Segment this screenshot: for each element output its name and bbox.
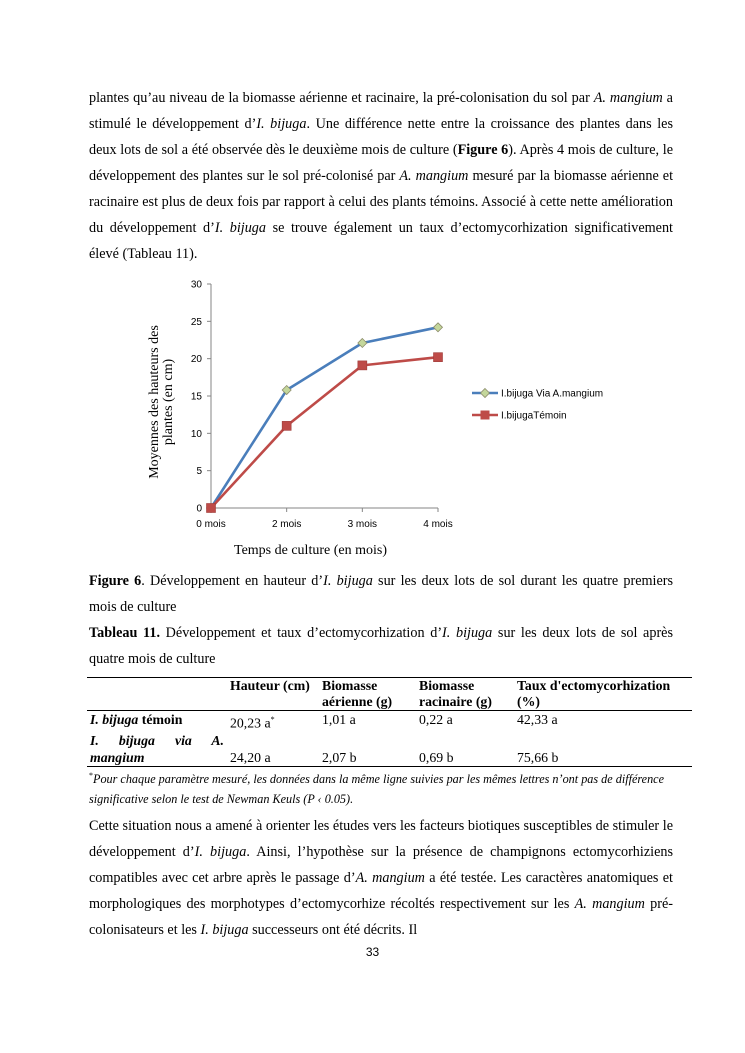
table-caption-label: Tableau 11. <box>89 625 160 641</box>
intro-paragraph <box>89 85 673 267</box>
closing-paragraph-text: Cette situation nous a amené à orienter les études vers les facteurs biotiques susceptibles de stimuler le développement d’I. bijuga. Ainsi, l’hypothèse sur la présence de champignons ectomycorhiziens compatibles avec cet arbre après le passage d’A. mangium a été testée. Les caractères anatomiques et morphologiques des morphotypes d’ectomycorhize récoltés respectivement sur les A. mangium pré-colonisateurs et les I. bijuga successeurs ont été décrits. Il <box>89 818 673 938</box>
data-point-diamond <box>434 323 443 332</box>
figure-caption <box>89 568 673 620</box>
series-line <box>211 357 438 508</box>
table-row <box>87 711 692 732</box>
cell-biomasse-aerienne: 2,07 b <box>322 749 357 765</box>
y-axis-title-line: plantes (en cm) <box>161 358 176 446</box>
intro-paragraph-text: plantes qu’au niveau de la biomasse aérienne et racinaire, la pré-colonisation du sol par A. mangium a stimulé le développement d’I. bijuga. Une différence nette entre la croissance des plantes dans les deux lots de sol a été observée dès le deuxième mois de culture (Figure 6). Après 4 mois de culture, le développement des plantes sur le sol pré-colonisé par A. mangium mesuré par la biomasse aérienne et racinaire est plus de deux fois par rapport à celui des plants témoins. Associé à cette nette amélioration du développement d’I. bijuga se trouve également un taux d’ectomycorhization significativement élevé (Tableau 11). <box>89 90 674 262</box>
data-point-square <box>282 421 291 430</box>
cell-biomasse-racinaire: 0,22 a <box>419 712 453 727</box>
line-chart <box>120 270 640 570</box>
x-tick-label: 2 mois <box>271 519 302 530</box>
legend-marker-diamond <box>481 389 490 398</box>
closing-paragraph <box>89 813 673 943</box>
legend-label: I.bijuga Via A.mangium <box>501 388 604 400</box>
figure-6-chart <box>120 270 640 570</box>
y-tick-label: 30 <box>190 279 202 291</box>
figure-caption-text: . Développement en hauteur d’I. bijuga sur les deux lots de sol durant les quatre premiers mois de culture <box>89 573 674 615</box>
data-point-square <box>207 504 216 513</box>
legend-label: I.bijugaTémoin <box>501 410 567 422</box>
header-empty <box>87 678 227 711</box>
header-taux-ectomycorhization: Taux d'ectomycorhization (%) <box>517 678 671 709</box>
y-tick-label: 25 <box>190 316 202 328</box>
header-biomasse-racinaire: Biomasse racinaire (g) <box>419 678 492 709</box>
table-caption-text: Développement et taux d’ectomycorhization d’I. bijuga sur les deux lots de sol après quatre mois de culture <box>89 625 673 667</box>
results-table <box>87 677 692 767</box>
y-tick-label: 0 <box>196 503 202 515</box>
header-biomasse-aerienne: Biomasse aérienne (g) <box>322 678 393 709</box>
page-number: 33 <box>365 945 380 959</box>
cell-hauteur: 24,20 a <box>230 749 271 765</box>
x-tick-label: 0 mois <box>196 519 226 530</box>
row-label: I. bijuga via A. mangium <box>90 732 224 765</box>
data-point-square <box>434 353 443 362</box>
y-axis-title-line: Moyennes des hauteurs des <box>147 325 162 479</box>
cell-taux: 75,66 b <box>517 749 559 765</box>
table-footnote: *Pour chaque paramètre mesuré, les données dans la même ligne suivies par les mêmes lettres n’ont pas de différence significative selon le test de Newman Keuls (P ‹ 0.05). <box>89 771 664 807</box>
legend-marker-square <box>481 411 490 420</box>
x-tick-label: 3 mois <box>347 519 378 530</box>
series-line <box>211 327 438 508</box>
y-tick-label: 5 <box>196 466 202 478</box>
table-header-row <box>87 678 692 711</box>
cell-hauteur: 20,23 a* <box>230 715 275 731</box>
x-axis-title: Temps de culture (en mois) <box>234 543 387 558</box>
figure-caption-label: Figure 6 <box>89 573 142 589</box>
y-tick-label: 20 <box>190 354 202 366</box>
row-label: I. bijuga témoin <box>90 712 183 727</box>
y-tick-label: 15 <box>190 391 202 403</box>
y-tick-label: 10 <box>190 428 202 440</box>
x-tick-label: 4 mois <box>423 519 453 530</box>
y-axis-title <box>147 325 176 479</box>
table-row <box>87 732 692 767</box>
cell-taux: 42,33 a <box>517 712 558 727</box>
cell-biomasse-racinaire: 0,69 b <box>419 749 454 765</box>
table-caption <box>89 620 673 672</box>
header-hauteur: Hauteur (cm) <box>230 678 310 693</box>
data-point-square <box>358 361 367 370</box>
cell-biomasse-aerienne: 1,01 a <box>322 712 356 727</box>
